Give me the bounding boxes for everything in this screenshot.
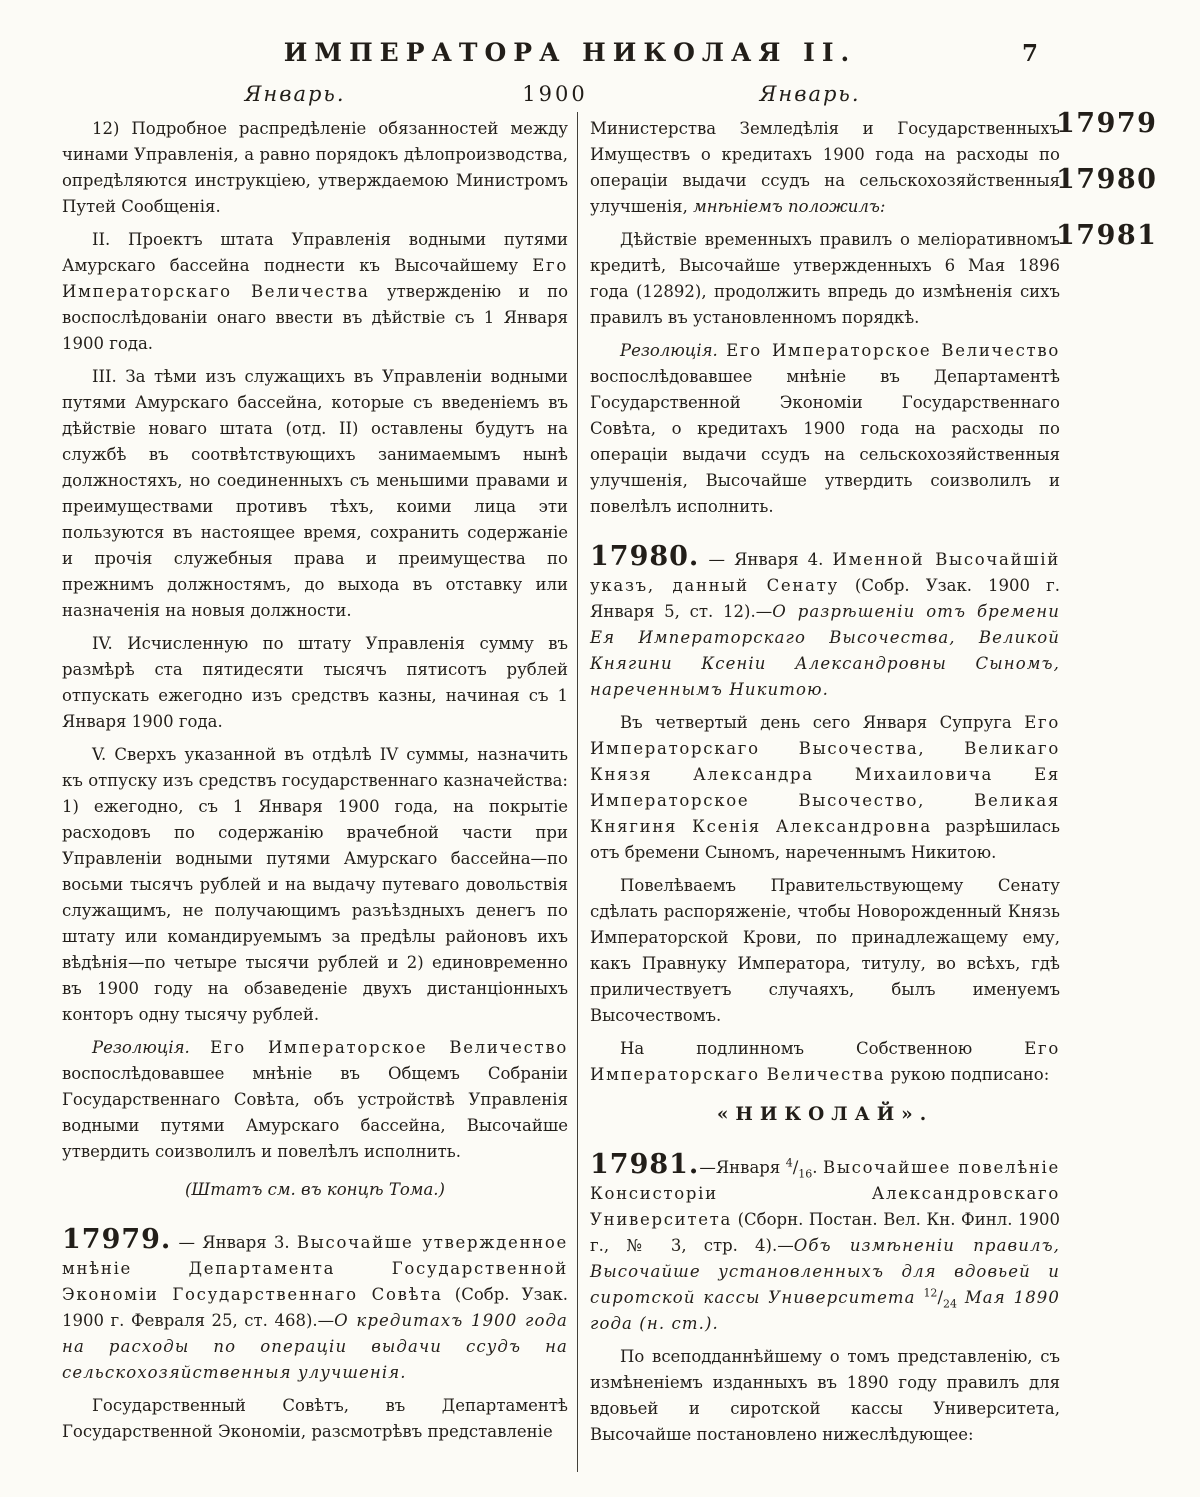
text-segment: Мая 1890 года (н. ст.). xyxy=(590,1288,1060,1333)
text-segment: Министерства Земледѣлія и Государственныхъ Имуществъ о кредитахъ 1900 года на расходы по операціи выдачи ссудъ на сельскохозяйственныя улучшенія, xyxy=(590,119,1060,216)
clause-iii xyxy=(62,364,568,624)
text-segment: Резолюція. xyxy=(92,1038,190,1057)
clause-v xyxy=(62,742,568,1028)
page-title: ИМПЕРАТОРА НИКОЛАЯ II. xyxy=(283,38,857,67)
text-segment: 12 xyxy=(923,1286,938,1300)
melioration-paragraph xyxy=(590,227,1060,331)
text-segment: — Января 3. xyxy=(171,1233,297,1252)
right-column xyxy=(590,116,1060,1455)
text-segment: / xyxy=(792,1158,799,1177)
text-segment: 24 xyxy=(943,1297,957,1311)
running-head-left: Январь. xyxy=(244,82,346,106)
text-segment: 4 xyxy=(785,1156,793,1170)
text-segment xyxy=(190,1038,210,1057)
entry-17981-body-1 xyxy=(590,1344,1060,1448)
signature-nikolai xyxy=(590,1102,1060,1128)
text-segment: Государственный Совѣтъ, въ Департаментѣ Государственной Экономіи, разсмотрѣвъ представленіе xyxy=(62,1396,568,1441)
running-head-right: Январь. xyxy=(759,82,861,106)
text-segment: разрѣшилась отъ бремени Сыномъ, нареченнымъ Никитою. xyxy=(590,817,1060,862)
resolution-right xyxy=(590,338,1060,520)
text-segment: / xyxy=(937,1288,943,1307)
text-segment: мнѣніемъ положилъ: xyxy=(693,197,886,216)
text-segment: «НИКОЛАЙ». xyxy=(716,1104,934,1125)
text-segment: (Сборн. Постан. Вел. Кн. Финл. 1900 г., № 3, стр. 4).— xyxy=(590,1210,1060,1255)
entry-17979-body-continued xyxy=(590,116,1060,220)
page-number: 7 xyxy=(1022,40,1039,67)
margin-entry-number: 17981 xyxy=(1056,220,1158,251)
entry-17981-heading xyxy=(590,1149,1061,1337)
text-segment: На подлинномъ Собственною xyxy=(620,1039,1025,1058)
text-segment: Высочайше утвержденное мнѣніе Департамента Государственной Экономіи Государственнаго Совѣта xyxy=(62,1233,568,1304)
text-segment: Его Императорскаго Величества xyxy=(62,256,568,301)
text-segment: Резолюція. xyxy=(620,341,718,360)
text-segment: IV. Исчисленную по штату Управленія сумму въ размѣрѣ ста пятидесяти тысячъ пятисотъ рублей отпускать ежегодно изъ средствъ казны, начиная съ 1 Января 1900 года. xyxy=(62,634,568,731)
entry-number: 17979. xyxy=(62,1224,172,1255)
signature-intro xyxy=(590,1036,1060,1088)
column-divider xyxy=(577,112,578,1472)
text-segment: (Штатъ см. въ концѣ Тома.) xyxy=(184,1180,445,1199)
left-column xyxy=(62,116,568,1452)
entry-17980-body-1 xyxy=(590,710,1060,866)
text-segment: — Января 4. xyxy=(699,550,833,569)
margin-entry-numbers xyxy=(1056,108,1186,276)
entry-number: 17980. xyxy=(590,541,700,572)
text-segment xyxy=(718,341,726,360)
text-segment: II. Проектъ штата Управленія водными путями Амурскаго бассейна поднести къ Высочайшему xyxy=(62,230,568,275)
text-segment: рукою подписано: xyxy=(885,1065,1050,1084)
margin-entry-number: 17980 xyxy=(1056,164,1158,195)
entry-17979-body-start xyxy=(62,1393,568,1445)
text-segment: Его Императорское Величество xyxy=(726,341,1061,360)
text-segment: Объ измѣненіи правилъ, Высочайше установленныхъ для вдовьей и сиротской кассы Университета xyxy=(590,1236,1061,1307)
text-segment: Высочайшее повелѣніе Консисторіи Александровскаго Университета xyxy=(590,1158,1060,1229)
text-segment: —Января xyxy=(699,1158,786,1177)
clause-iv xyxy=(62,631,568,735)
text-segment: . xyxy=(812,1158,824,1177)
text-segment: Его Императорское Величество xyxy=(210,1038,569,1057)
entry-number: 17981. xyxy=(590,1149,700,1180)
text-segment: О кредитахъ 1900 года на расходы по операціи выдачи ссудъ на сельскохозяйственныя улучшенія. xyxy=(62,1311,568,1382)
clause-ii xyxy=(62,227,568,357)
text-segment: Въ четвертый день сего Января Супруга xyxy=(620,713,1025,732)
staff-note xyxy=(62,1177,568,1203)
text-segment: (Собр. Узак. 1900 г. Февраля 25, ст. 468).— xyxy=(62,1285,568,1330)
text-segment: 12) Подробное распредѣленіе обязанностей между чинами Управленія, а равно порядокъ дѣлопроизводства, опредѣляются инструкціею, утверждаемою Министромъ Путей Сообщенія. xyxy=(62,119,568,216)
text-segment: V. Сверхъ указанной въ отдѣлѣ IV суммы, назначить къ отпуску изъ средствъ государственнаго казначейства: 1) ежегодно, съ 1 Января 1900 года, на покрытіе расходовъ по содержанію врачебной части при Управленіи водными путями Амурскаго бассейна—по восьми тысячъ рублей и на выдачу путеваго довольствія служащимъ, не получающимъ разъѣздныхъ денегъ по штату или командируемымъ за предѣлы районовъ ихъ вѣдѣнія—по четыре тысячи рублей и 2) единовременно въ 1900 году на обзаведеніе двухъ дистанціонныхъ конторъ одну тысячу рублей. xyxy=(62,745,568,1024)
clause-12 xyxy=(62,116,568,220)
text-segment: О разрѣшеніи отъ бремени Ея Императорскаго Высочества, Великой Княгини Ксеніи Александровны Сыномъ, нареченнымъ Никитою. xyxy=(590,602,1060,699)
text-segment: воспослѣдовавшее мнѣніе въ Департаментѣ Государственной Экономіи Государственнаго Совѣта, о кредитахъ 1900 года на расходы по операціи выдачи ссудъ на сельскохозяйственныя улучшенія, Высочайше утвердить соизволилъ и повелѣлъ исполнить. xyxy=(590,367,1060,516)
text-segment: Его Императорскаго Величества xyxy=(590,1039,1060,1084)
text-segment: Дѣйствіе временныхъ правилъ о меліоративномъ кредитѣ, Высочайше утвержденныхъ 6 Мая 1896 года (12892), продолжить впредь до измѣненія сихъ правилъ въ установленномъ порядкѣ. xyxy=(590,230,1060,327)
text-segment: Повелѣваемъ Правительствующему Сенату сдѣлать распоряженіе, чтобы Новорожденный Князь Императорской Крови, по принадлежащему ему, какъ Правнуку Императора, титулу, во всѣхъ, гдѣ приличествуетъ случаяхъ, былъ именуемъ Высочествомъ. xyxy=(590,876,1060,1025)
text-segment: Именной Высочайшій указъ, данный Сенату xyxy=(590,550,1060,595)
entry-17979-heading xyxy=(62,1224,568,1386)
margin-entry-number: 17979 xyxy=(1056,108,1158,139)
text-segment: III. За тѣми изъ служащихъ въ Управленіи водными путями Амурскаго бассейна, которые съ введеніемъ въ дѣйствіе новаго штата (отд. II) оставлены будутъ на службѣ въ соотвѣтствующихъ занимаемымъ нынѣ должностяхъ, но соединенныхъ съ меньшими правами и преимуществами противъ тѣхъ, коими лица эти пользуются въ настоящее время, сохранить содержаніе и прочія служебныя права и преимущества по прежнимъ должностямъ, до выхода въ отставку или назначенія на новыя должности. xyxy=(62,367,568,620)
entry-17980-body-2 xyxy=(590,873,1060,1029)
text-segment: 16 xyxy=(798,1167,813,1181)
running-head-year: 1900 xyxy=(522,82,588,106)
entry-17980-heading xyxy=(590,541,1060,703)
text-segment: (Собр. Узак. 1900 г. Января 5, ст. 12).— xyxy=(590,576,1060,621)
text-segment: утвержденію и по воспослѣдованіи онаго ввести въ дѣйствіе съ 1 Января 1900 года. xyxy=(62,282,568,353)
text-segment: Его Императорскаго Высочества, Великаго Князя Александра Михаиловича Ея Императорское Высочество, Великая Княгиня Ксенія Александровна xyxy=(590,713,1060,836)
text-segment: воспослѣдовавшее мнѣніе въ Общемъ Собраніи Государственнаго Совѣта, объ устройствѣ Управленія водными путями Амурскаго бассейна, Высочайше утвердить соизволилъ и повелѣлъ исполнить. xyxy=(62,1064,568,1161)
text-segment: По всеподданнѣйшему о томъ представленію, съ измѣненіемъ изданныхъ въ 1890 году правилъ для вдовьей и сиротской кассы Университета, Высочайше постановлено нижеслѣдующее: xyxy=(590,1347,1060,1444)
resolution-left xyxy=(62,1035,568,1165)
